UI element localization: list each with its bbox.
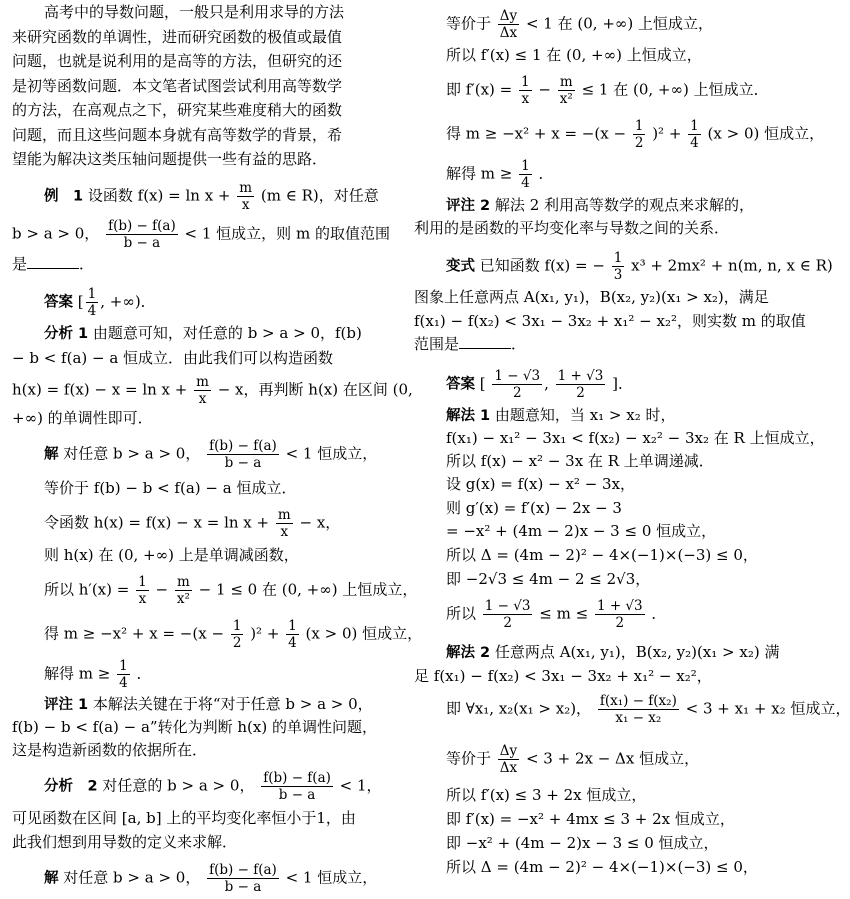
continued-line-3: 即 f′(x) = $\frac{1}{x}$ − $\frac{m}{\text{x²}}$ ≤ 1 在 (0, +∞) 上恒成立． bbox=[446, 74, 769, 107]
analysis-2-line-2: 可见函数在区间 [a, b] 上的平均变化率恒小于1，由 bbox=[12, 809, 356, 827]
variant-heading: 变式 bbox=[446, 258, 475, 275]
analysis-1-line-2: − b < f(a) − a 恒成立．由此我们可以构造函数 bbox=[12, 349, 334, 367]
analysis-2-heading: 分析 2 bbox=[44, 778, 98, 795]
example-1-line-3: 是 ． bbox=[12, 255, 95, 273]
method-1-line-9: 所以 $\frac{1 - √3}{2}$ ≤ m ≤ $\frac{1 + √3}{2}$ ． bbox=[446, 598, 667, 631]
fraction: $\frac{1}{x}$ bbox=[521, 74, 530, 107]
intro-line: 高考中的导数问题，一般只是利用求导的方法 bbox=[44, 3, 345, 21]
fraction: $\frac{m}{\text{x²}}$ bbox=[559, 74, 573, 107]
method-1-line-1: 解法 1 由题意知，当 x₁ > x₂ 时， bbox=[446, 406, 676, 424]
comment-2-line-1: 评注 2 解法 2 利用高等数学的观点来求解的， bbox=[446, 196, 755, 214]
fraction: $\frac{m}{x}$ bbox=[196, 374, 209, 407]
solution-line-4: 则 h(x) 在 (0, +∞) 上是单调减函数， bbox=[44, 546, 299, 564]
fraction: $\frac{f(b) - f(a)}{b - a}$ bbox=[263, 770, 331, 803]
example-1-line-1: 例 1 设函数 f(x) = ln x + $\frac{m}{x}$ (m ∈ R)，对任意 bbox=[44, 180, 379, 213]
method-1-line-2: f(x₁) − x₁² − 3x₁ < f(x₂) − x₂² − 3x₂ 在 R 上恒成立， bbox=[446, 429, 825, 447]
answer-blank bbox=[27, 254, 79, 269]
fraction: $\frac{1}{4}$ bbox=[288, 618, 297, 651]
method-2-line-8: 所以 Δ = (4m − 2)² − 4×(−1)×(−3) ≤ 0， bbox=[446, 858, 758, 876]
answer-blank bbox=[459, 334, 511, 349]
solution-line-7: 解得 m ≥ $\frac{1}{4}$ ． bbox=[44, 658, 152, 691]
fraction: $\frac{m}{x}$ bbox=[239, 180, 253, 213]
fraction: $\frac{f(b) - f(a)}{b - a}$ bbox=[209, 862, 277, 895]
method-1-line-7: 所以 Δ = (4m − 2)² − 4×(−1)×(−3) ≤ 0， bbox=[446, 546, 758, 564]
solution-line-2: 等价于 f(b) − b < f(a) − a 恒成立． bbox=[44, 479, 297, 497]
continued-line-5: 解得 m ≥ $\frac{1}{4}$ ． bbox=[446, 158, 554, 191]
fraction: $\frac{\Delta y}{\Delta x}$ bbox=[499, 8, 518, 41]
example-1-heading: 例 1 bbox=[44, 188, 84, 205]
solution-line-5: 所以 h′(x) = $\frac{1}{x}$ − $\frac{m}{\text{x²}}$ − 1 ≤ 0 在 (0, +∞) 上恒成立， bbox=[44, 574, 418, 607]
variant-line-2: 图象上任意两点 A(x₁, y₁)，B(x₂, y₂)(x₁ > x₂)，满足 bbox=[414, 288, 769, 306]
analysis-2-line-1: 分析 2 对任意的 b > a > 0， $\frac{f(b) - f(a)}{b - a}$ < 1， bbox=[44, 770, 382, 803]
comment-1-heading: 评注 1 bbox=[44, 697, 89, 713]
answer-2-heading: 答案 bbox=[446, 376, 475, 393]
comment-2-heading: 评注 2 bbox=[446, 198, 491, 214]
method-2-line-1: 解法 2 任意两点 A(x₁, y₁)，B(x₂, y₂)(x₁ > x₂) 满 bbox=[446, 643, 780, 661]
fraction: $\frac{1 - √3}{2}$ bbox=[494, 368, 541, 401]
continued-line-4: 得 m ≥ −x² + x = −(x − $\frac{1}{2}$ )² + $\frac{1}{4}$ (x > 0) 恒成立， bbox=[446, 118, 825, 151]
fraction: $\frac{1}{4}$ bbox=[521, 158, 530, 191]
intro-line: 来研究函数的单调性，进而研究函数的极值或最值 bbox=[12, 28, 343, 46]
comment-2-line-2: 利用的是函数的平均变化率与导数之间的关系． bbox=[414, 219, 730, 237]
solution-heading: 解 bbox=[44, 446, 59, 463]
fraction: $\frac{\text{f(x₁) − f(x₂)}}{\text{x₁ − x₂}}$ bbox=[599, 693, 677, 726]
answer-line: 答案 [ $\frac{1}{4}$ , +∞)． bbox=[44, 286, 156, 319]
comment-1-line-1: 评注 1 本解法关键在于将“对于任意 b > a > 0， bbox=[44, 695, 373, 713]
fraction: $\frac{1 + √3}{2}$ bbox=[557, 368, 604, 401]
intro-line: 的方法，在高观点之下，研究某些难度稍大的函数 bbox=[12, 101, 343, 119]
fraction: $\frac{1}{2}$ bbox=[232, 618, 242, 651]
method-2-line-4: 等价于 $\frac{\Delta y}{\Delta x}$ < 3 + 2x − Δx 恒成立， bbox=[446, 743, 700, 776]
solution-2-line-1: 解 对任意 b > a > 0， $\frac{f(b) - f(a)}{b - a}$ < 1 恒成立， bbox=[44, 862, 378, 895]
fraction: $\frac{f(b) - f(a)}{b - a}$ bbox=[108, 218, 176, 251]
intro-line: 是初等函数问题．本文笔者试图尝试利用高等数学 bbox=[12, 77, 343, 95]
solution-line-3: 令函数 h(x) = f(x) − x = ln x + $\frac{m}{x}$ − x， bbox=[44, 507, 341, 540]
analysis-1-line-4: +∞) 的单调性即可． bbox=[12, 409, 153, 427]
fraction: $\frac{1 - √3}{2}$ bbox=[484, 598, 531, 631]
method-1-heading: 解法 1 bbox=[446, 408, 491, 424]
fraction: $\frac{1 + √3}{2}$ bbox=[596, 598, 643, 631]
continued-line-2: 所以 f′(x) ≤ 1 在 (0, +∞) 上恒成立， bbox=[446, 46, 702, 64]
solution-2-heading: 解 bbox=[44, 870, 59, 887]
fraction: $\frac{f(b) - f(a)}{b - a}$ bbox=[209, 438, 277, 471]
fraction: $\frac{1}{3}$ bbox=[613, 250, 623, 283]
method-2-line-2: 足 f(x₁) − f(x₂) < 3x₁ − 3x₂ + x₁² − x₂²， bbox=[414, 667, 712, 685]
solution-line-1: 解 对任意 b > a > 0， $\frac{f(b) - f(a)}{b - a}$ < 1 恒成立， bbox=[44, 438, 378, 471]
fraction: $\frac{1}{4}$ bbox=[87, 286, 97, 319]
fraction: $\frac{1}{4}$ bbox=[690, 118, 699, 151]
answer-heading: 答案 bbox=[44, 294, 73, 311]
answer-2-line: 答案 [ $\frac{1 - √3}{2}$ , $\frac{1 + √3}{2}$ ]． bbox=[446, 368, 633, 401]
method-1-line-8: 即 −2√3 ≤ 4m − 2 ≤ 2√3， bbox=[446, 570, 651, 588]
fraction: $\frac{m}{\text{x²}}$ bbox=[176, 574, 190, 607]
fraction: $\frac{1}{4}$ bbox=[119, 658, 128, 691]
intro-line: 问题，也就是说利用的是高等的方法，但研究的还 bbox=[12, 52, 343, 70]
comment-1-line-2: f(b) − b < f(a) − a”转化为判断 h(x) 的单调性问题， bbox=[12, 718, 377, 736]
fraction: $\frac{m}{x}$ bbox=[277, 507, 291, 540]
method-1-line-3: 所以 f(x) − x² − 3x 在 R 上单调递减． bbox=[446, 452, 714, 470]
method-1-line-4: 设 g(x) = f(x) − x² − 3x， bbox=[446, 475, 636, 493]
analysis-1-line-1: 分析 1 由题意可知，对任意的 b > a > 0，f(b) bbox=[44, 324, 362, 342]
method-2-line-3: 即 ∀x₁, x₂(x₁ > x₂)， $\frac{\text{f(x₁) − f(x₂)}}{\text{x₁ − x₂}}$ < 3 + x₁ + x₂ 恒成立， bbox=[446, 693, 850, 726]
intro-line: 望能为解决这类压轴问题提供一些有益的思路． bbox=[12, 150, 328, 168]
variant-line-4: 范围是 ． bbox=[414, 335, 527, 353]
method-2-line-7: 即 −x² + (4m − 2)x − 3 ≤ 0 恒成立， bbox=[446, 834, 719, 852]
variant-line-1: 变式 已知函数 f(x) = − $\frac{1}{3}$ x³ + 2mx² + n(m, n, x ∈ R) bbox=[446, 250, 833, 283]
analysis-1-line-3: h(x) = f(x) − x = ln x + $\frac{m}{x}$ − x，再判断 h(x) 在区间 (0, bbox=[12, 374, 413, 407]
comment-1-line-3: 这是构造新函数的依据所在． bbox=[12, 741, 208, 759]
method-2-line-6: 即 f′(x) = −x² + 4mx ≤ 3 + 2x 恒成立， bbox=[446, 810, 735, 828]
analysis-2-line-3: 此我们想到用导数的定义来求解． bbox=[12, 833, 238, 851]
solution-line-6: 得 m ≥ −x² + x = −(x − $\frac{1}{2}$ )² + $\frac{1}{4}$ (x > 0) 恒成立， bbox=[44, 618, 423, 651]
example-1-line-2: b > a > 0， $\frac{f(b) - f(a)}{b - a}$ < 1 恒成立，则 m 的取值范围 bbox=[12, 218, 390, 251]
method-1-line-6: = −x² + (4m − 2)x − 3 ≤ 0 恒成立， bbox=[446, 522, 717, 540]
continued-line-1: 等价于 $\frac{\Delta y}{\Delta x}$ < 1 在 (0, +∞) 上恒成立， bbox=[446, 8, 714, 41]
method-1-line-5: 则 g′(x) = f′(x) − 2x − 3 bbox=[446, 499, 622, 517]
fraction: $\frac{\Delta y}{\Delta x}$ bbox=[499, 743, 518, 776]
intro-line: 问题，而且这些问题本身就有高等数学的背景，希 bbox=[12, 126, 343, 144]
fraction: $\frac{1}{2}$ bbox=[634, 118, 644, 151]
fraction: $\frac{1}{x}$ bbox=[138, 574, 147, 607]
variant-line-3: f(x₁) − f(x₂) < 3x₁ − 3x₂ + x₁² − x₂²，则实数 m 的取值 bbox=[414, 312, 806, 330]
method-2-line-5: 所以 f′(x) ≤ 3 + 2x 恒成立， bbox=[446, 786, 647, 804]
method-2-heading: 解法 2 bbox=[446, 645, 491, 661]
analysis-1-heading: 分析 1 bbox=[44, 326, 89, 342]
